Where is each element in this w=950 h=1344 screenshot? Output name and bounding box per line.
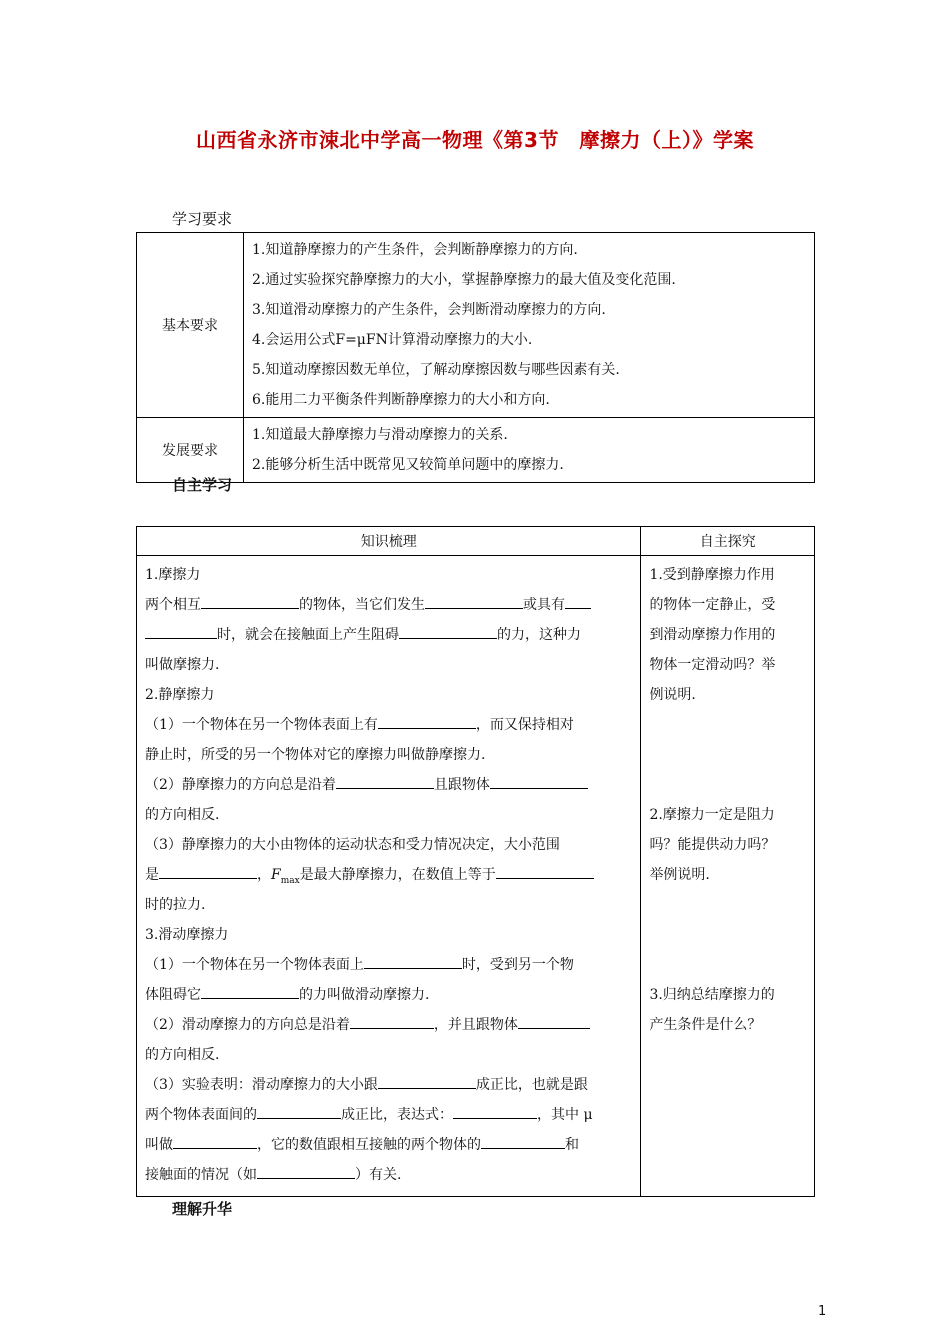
blank[interactable]: [453, 1100, 537, 1119]
fill-line: （2）静摩擦力的方向总是沿着 且跟物体: [145, 770, 632, 800]
fmax-symbol: F: [271, 867, 281, 883]
basic-requirements-items: [244, 233, 815, 418]
fill-line: 两个相互 的物体，当它们发生 或具有: [145, 590, 632, 620]
basic-item: 6.能用二力平衡条件判断静摩擦力的大小和方向.: [252, 392, 550, 408]
dev-item: 2.能够分析生活中既常见又较简单问题中的摩擦力.: [252, 457, 564, 473]
development-requirements-row: [137, 418, 815, 483]
basic-item: 2.通过实验探究静摩擦力的大小，掌握静摩擦力的最大值及变化范围.: [252, 272, 676, 288]
fill-line: （3）实验表明：滑动摩擦力的大小跟 成正比，也就是跟: [145, 1070, 632, 1100]
blank[interactable]: [173, 1130, 257, 1149]
basic-item: 1.知道静摩擦力的产生条件，会判断静摩擦力的方向.: [252, 242, 578, 258]
self-study-table: [136, 526, 815, 1197]
text-line: 叫做摩擦力.: [145, 657, 220, 673]
heading-sliding-friction: 3.滑动摩擦力: [145, 927, 229, 943]
fill-line: 两个物体表面间的 成正比，表达式： ，其中 μ: [145, 1100, 632, 1130]
blank[interactable]: [399, 620, 497, 639]
explore-q1: 例说明.: [649, 687, 696, 703]
blank[interactable]: [378, 710, 476, 729]
page-title: 山西省永济市涑北中学高一物理《第3节 摩擦力（上）》学案: [196, 128, 754, 152]
fill-line: （1）一个物体在另一个物体表面上有 ，而又保持相对: [145, 710, 632, 740]
development-requirements-label: 发展要求: [137, 418, 244, 483]
explore-q1: 物体一定滑动吗？举: [649, 657, 776, 673]
text-line: 的方向相反.: [145, 807, 220, 823]
explore-q1: 1.受到静摩擦力作用: [649, 567, 775, 583]
explore-q2: 吗？能提供动力吗？: [649, 837, 776, 853]
explore-q3: 3.归纳总结摩擦力的: [649, 987, 775, 1003]
blank[interactable]: [425, 590, 523, 609]
fill-line: （2）滑动摩擦力的方向总是沿着 ，并且跟物体: [145, 1010, 632, 1040]
blank[interactable]: [518, 1010, 590, 1029]
blank[interactable]: [565, 590, 591, 609]
blank[interactable]: [257, 1160, 355, 1179]
fill-line: 体阻碍它 的力叫做滑动摩擦力.: [145, 980, 632, 1010]
explore-q3: 产生条件是什么？: [649, 1017, 762, 1033]
heading-static-friction: 2.静摩擦力: [145, 687, 215, 703]
requirements-table: [136, 232, 815, 483]
knowledge-content: [137, 556, 641, 1197]
explore-header: 自主探究: [641, 527, 815, 556]
blank[interactable]: [364, 950, 462, 969]
page-number: 1: [818, 1304, 827, 1319]
basic-requirements-row: [137, 233, 815, 418]
text-line: 时的拉力.: [145, 897, 206, 913]
explore-q1: 到滑动摩擦力作用的: [649, 627, 776, 643]
blank[interactable]: [481, 1130, 565, 1149]
fill-line: 是 ，$F_{max}$是最大静摩擦力，在数值上等于: [145, 860, 632, 890]
blank[interactable]: [490, 770, 588, 789]
text-line: 的方向相反.: [145, 1047, 220, 1063]
explore-q2: 举例说明.: [649, 867, 710, 883]
explore-q2: 2.摩擦力一定是阻力: [649, 807, 775, 823]
blank[interactable]: [350, 1010, 434, 1029]
blank[interactable]: [201, 980, 299, 999]
blank[interactable]: [257, 1100, 341, 1119]
fmax-subscript: max: [280, 875, 300, 886]
section-understanding-label: 理解升华: [172, 1200, 233, 1218]
text-line: （3）静摩擦力的大小由物体的运动状态和受力情况决定，大小范围: [145, 837, 560, 853]
fill-line: 时，就会在接触面上产生阻碍 的力，这种力: [145, 620, 632, 650]
explore-q1: 的物体一定静止，受: [649, 597, 776, 613]
basic-requirements-label: 基本要求: [137, 233, 244, 418]
explore-content: [641, 556, 815, 1197]
blank[interactable]: [336, 770, 434, 789]
fill-line: （1）一个物体在另一个物体表面上 时，受到另一个物: [145, 950, 632, 980]
development-requirements-items: [244, 418, 815, 483]
knowledge-header: 知识梳理: [137, 527, 641, 556]
blank[interactable]: [145, 620, 217, 639]
section-requirements-label: 学习要求: [172, 210, 233, 228]
section-self-study-label: 自主学习: [172, 476, 233, 494]
basic-item: 3.知道滑动摩擦力的产生条件，会判断滑动摩擦力的方向.: [252, 302, 606, 318]
blank[interactable]: [159, 860, 257, 879]
basic-item: 4.会运用公式F=μFN计算滑动摩擦力的大小.: [252, 332, 533, 348]
basic-item: 5.知道动摩擦因数无单位，了解动摩擦因数与哪些因素有关.: [252, 362, 620, 378]
heading-friction: 1.摩擦力: [145, 567, 201, 583]
fill-line: 接触面的情况（如 ）有关.: [145, 1160, 632, 1190]
blank[interactable]: [496, 860, 594, 879]
fill-line: 叫做 ，它的数值跟相互接触的两个物体的 和: [145, 1130, 632, 1160]
text-line: 静止时，所受的另一个物体对它的摩擦力叫做静摩擦力.: [145, 747, 486, 763]
blank[interactable]: [201, 590, 299, 609]
blank[interactable]: [378, 1070, 476, 1089]
dev-item: 1.知道最大静摩擦力与滑动摩擦力的关系.: [252, 427, 508, 443]
